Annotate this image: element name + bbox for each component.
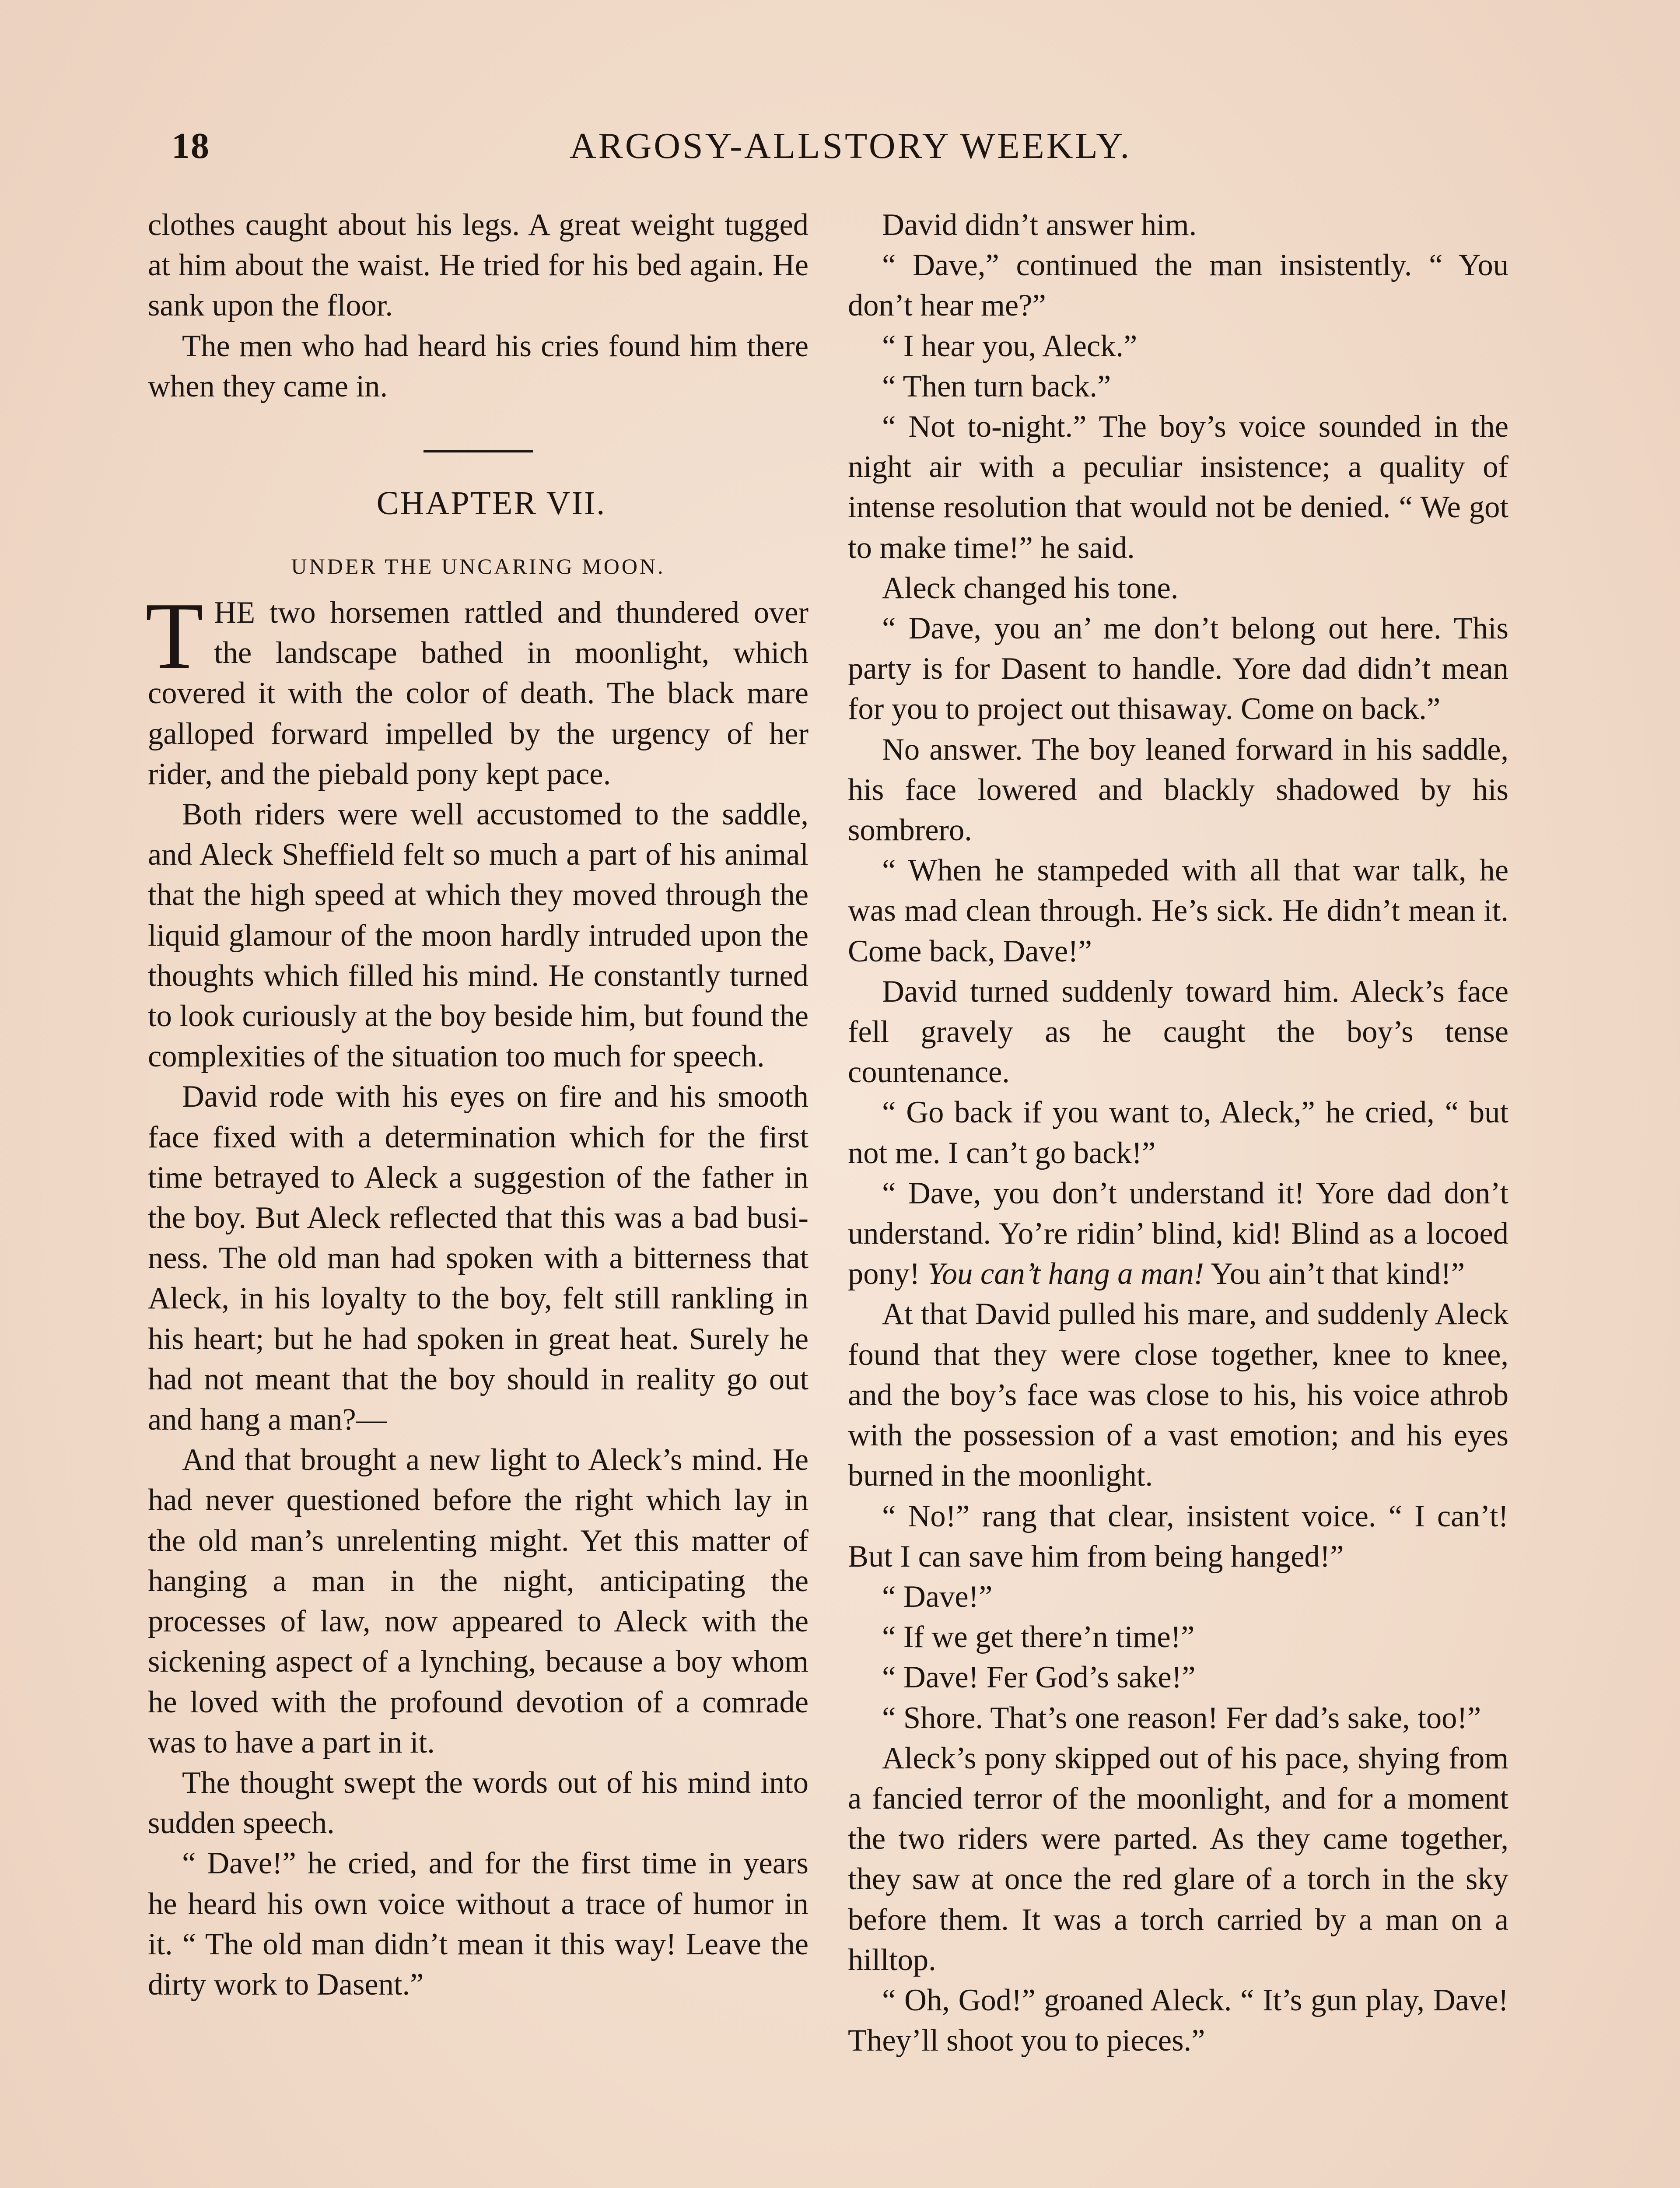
chapter-title: CHAPTER VII.	[376, 485, 606, 522]
paragraph: “ Not to-night.” The boy’s voice sounded in the night air with a peculiar insistence; a quality of intense resolution that would not be denied. “ We got to make time!” he said.	[848, 410, 1508, 565]
italic-text: You can’t hang a man!	[928, 1257, 1204, 1291]
paragraph: Aleck changed his tone.	[882, 571, 1179, 605]
paragraph: “ I hear you, Aleck.”	[882, 329, 1138, 363]
section-divider	[424, 450, 533, 452]
paragraph: David rode with his eyes on fire and his smooth face fixed with a determination which for the first time betrayed to Aleck a suggestion of the father in the boy. But Aleck reflected that this was a bad business. The old man had spoken with a bitterness that Aleck, in his loyalty to the boy, felt still rankling in his heart; but he had spoken in great heat. Surely he had not meant that the boy should in reality go out and hang a man?—	[148, 1080, 808, 1437]
paragraph: “ Dave!”	[882, 1579, 993, 1614]
paragraph-text: HE two horsemen rattled and thundered over the landscape bathed in moonlight, which covered it with the color of death. The black mare galloped forward impelled by the urgency of her rider, and the piebald pony kept pace.	[148, 596, 808, 791]
paragraph: clothes caught about his legs. A great weight tugged at him about the waist. He tried for his bed again. He sank upon the floor.	[148, 208, 808, 323]
right-column	[848, 205, 1508, 2061]
running-head: ARGOSY-ALLSTORY WEEKLY.	[570, 126, 1132, 166]
drop-cap: T	[145, 583, 204, 689]
left-column	[145, 205, 808, 2005]
paragraph: No answer. The boy leaned forward in his saddle, his face lowered and blackly shadowed by his sombrero.	[848, 732, 1508, 848]
paragraph: “ If we get there’n time!”	[882, 1620, 1195, 1655]
paragraph: “ Dave!” he cried, and for the first time in years he heard his own voice without a trace of humor in it. “ The old man didn’t mean it this way! Leave the dirty work to Dasent.”	[148, 1846, 808, 2002]
paragraph: “ Go back if you want to, Aleck,” he cried, “ but not me. I can’t go back!”	[848, 1095, 1508, 1170]
paragraph: “ Then turn back.”	[882, 369, 1111, 403]
page-header	[172, 125, 1130, 177]
paragraph: “ Shore. That’s one reason! Fer dad’s sake, too!”	[882, 1701, 1481, 1735]
paragraph: “ No!” rang that clear, insistent voice. “ I can’t! But I can save him from being hanged!”	[848, 1499, 1508, 1574]
paragraph: David turned suddenly toward him. Aleck’s face fell gravely as he caught the boy’s tense countenance.	[848, 974, 1508, 1090]
paragraph: David didn’t answer him.	[882, 208, 1197, 242]
paragraph: Aleck’s pony skipped out of his pace, shying from a fancied terror of the moonlight, and for a moment the two riders were parted. As they came together, they saw at once the red glare of a torch in the sky before them. It was a torch carried by a man on a hilltop.	[848, 1741, 1508, 1977]
paragraph	[848, 1173, 1508, 1294]
paragraph-text: “ Dave, you don’t understand it! Yore dad don’t understand. Yo’re ridin’ blind, kid! Blind as a locoed pony!	[848, 1176, 1508, 1291]
paragraph: “ When he stampeded with all that war talk, he was mad clean through. He’s sick. He didn’t mean it. Come back, Dave!”	[848, 853, 1508, 968]
paragraph: And that brought a new light to Aleck’s mind. He had never questioned before the right which lay in the old man’s unrelenting might. Yet this matter of hanging a man in the night, anticipating the processes of law, now appeared to Aleck with the sickening aspect of a lynching, because a boy whom he loved with the profound devotion of a comrade was to have a part in it.	[148, 1443, 808, 1760]
chapter-subtitle: UNDER THE UNCARING MOON.	[291, 554, 665, 579]
paragraph: At that David pulled his mare, and suddenly Aleck found that they were close together, knee to knee, and the boy’s face was close to his, his voice athrob with the possession of a vast emotion; and his eyes burned in the moonlight.	[848, 1297, 1508, 1493]
paragraph-text: You ain’t that kind!”	[1211, 1257, 1465, 1291]
paragraph: “ Dave,” continued the man insistently. “ You don’t hear me?”	[848, 248, 1508, 323]
paragraph: “ Dave, you an’ me don’t belong out here. This party is for Dasent to handle. Yore dad didn’t mean for you to project out thisaway. Come on back.”	[848, 611, 1508, 726]
page-number: 18	[172, 126, 210, 166]
paragraph: The thought swept the words out of his mind into sudden speech.	[148, 1765, 808, 1841]
paragraph: Both riders were well accustomed to the saddle, and Aleck Sheffield felt so much a part of his animal that the high speed at which they moved through the liquid glamour of the moon hardly intruded upon the thoughts which filled his mind. He constantly turned to look curiously at the boy beside him, but found the complexities of the situation too much for speech.	[148, 797, 808, 1074]
paragraph: “ Dave! Fer God’s sake!”	[882, 1660, 1196, 1695]
paragraph: “ Oh, God!” groaned Aleck. “ It’s gun play, Dave! They’ll shoot you to pieces.”	[848, 1983, 1508, 2058]
opening-paragraph	[145, 583, 808, 794]
paragraph: The men who had heard his cries found him there when they came in.	[148, 329, 808, 403]
